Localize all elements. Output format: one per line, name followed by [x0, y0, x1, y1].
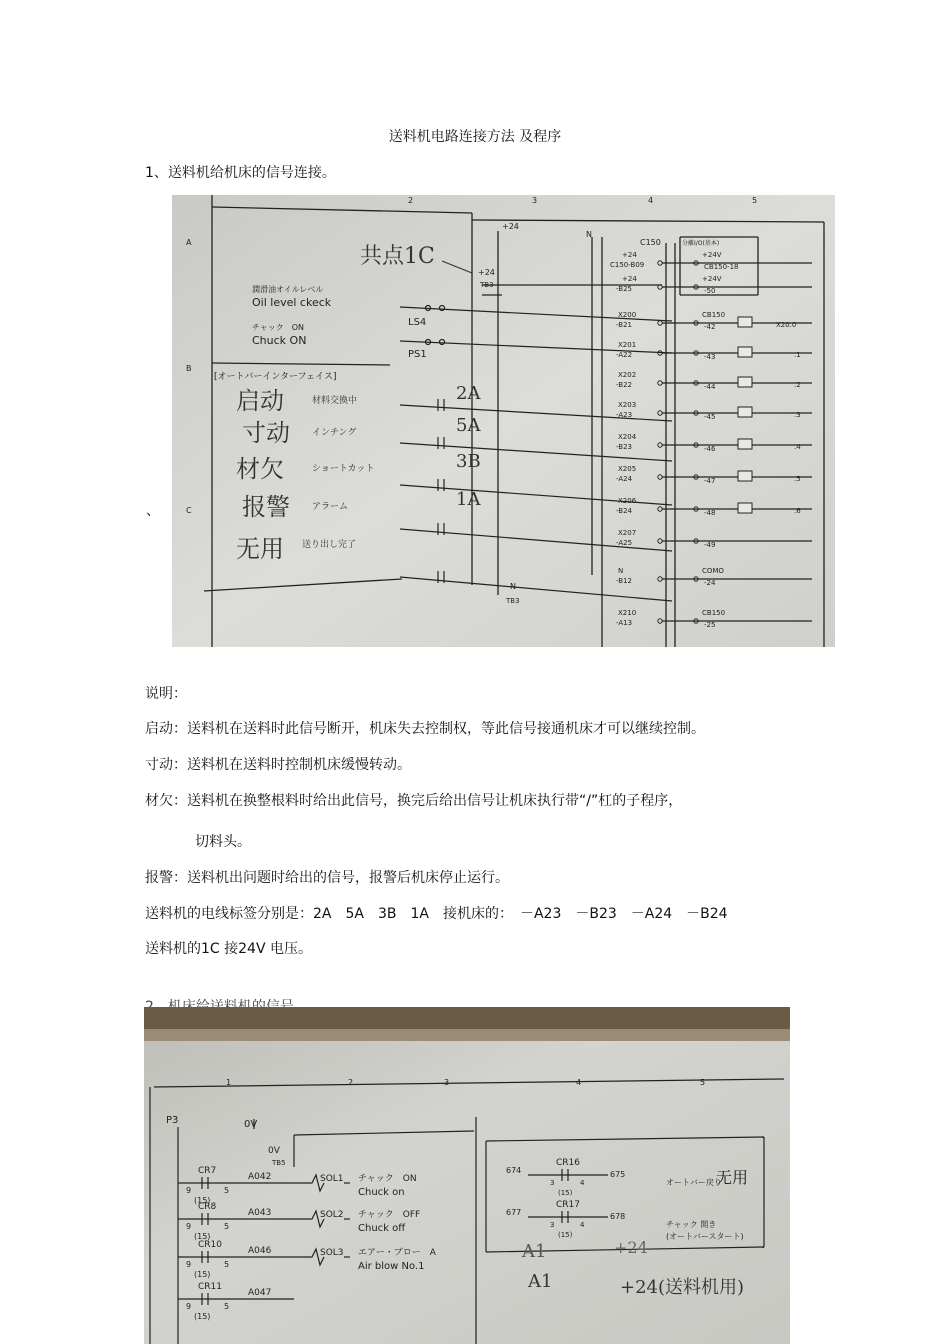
terminal-name: X203	[618, 401, 637, 409]
terminal-pin: -A13	[616, 619, 633, 627]
ls4-label: LS4	[408, 317, 427, 328]
input-address: .2	[794, 381, 801, 389]
terminal-number: 677	[506, 1208, 522, 1217]
terminal-pin: -50	[704, 287, 716, 295]
terminal-number: 675	[610, 1170, 626, 1179]
p3-label: P3	[166, 1115, 179, 1126]
wire-label: 3B	[456, 451, 481, 472]
ov-label: 0V	[244, 1119, 258, 1130]
relay-pin: 3	[550, 1221, 555, 1229]
solenoid-jp-label: チャック OFF	[358, 1210, 421, 1220]
terminal-pin: -46	[704, 445, 716, 453]
relay-pin: 5	[224, 1222, 230, 1231]
terminal-pin: -B12	[616, 577, 632, 585]
relay-pin: (15)	[194, 1196, 211, 1205]
supply-n: N	[586, 230, 592, 239]
terminal-name: X200	[618, 311, 637, 319]
terminal-name: +24	[622, 275, 637, 283]
relay-pin: 5	[224, 1260, 230, 1269]
supply-plus24: +24	[502, 222, 519, 231]
solenoid-name: SOL3	[320, 1248, 344, 1258]
row-letter: B	[186, 364, 192, 373]
note-wire-labels: 送料机的电线标签分别是：2A 5A 3B 1A 接机床的： －A23 －B23 －A24 －B24	[145, 906, 728, 922]
ov2-label: 0V	[268, 1146, 280, 1156]
relay-pin: 5	[224, 1186, 230, 1195]
oil-en: Oil level ckeck	[252, 296, 332, 309]
relay-name: CR16	[556, 1158, 580, 1168]
handwritten-signal: 材欠	[236, 455, 284, 483]
terminal-number: 674	[506, 1166, 522, 1175]
terminal-name: X204	[618, 433, 637, 441]
tb3-bottom-sub: TB3	[506, 597, 520, 605]
wire-label: A047	[248, 1288, 272, 1298]
input-coil	[738, 471, 752, 481]
note-start: 启动：送料机在送料时此信号断开，机床失去控制权，等此信号接通机床才可以继续控制。	[145, 721, 705, 737]
wire-label: 1A	[456, 489, 481, 510]
document-title: 送料机电路连接方法 及程序	[388, 129, 562, 145]
terminal-pin: -48	[704, 509, 716, 517]
terminal-pin: -B25	[616, 285, 632, 293]
terminal-name: CB150	[702, 311, 726, 319]
input-coil	[738, 407, 752, 417]
handwritten-common: 共点1C	[360, 244, 435, 269]
schematic-photo-2	[144, 1007, 790, 1344]
column-number: 4	[648, 196, 654, 205]
terminal-pin: C150-B09	[610, 261, 645, 269]
ps1-label: PS1	[408, 349, 427, 360]
relay-pin: 9	[186, 1186, 192, 1195]
solenoid-jp-label: エアー・ブロー A	[358, 1248, 436, 1258]
input-address: .3	[794, 411, 801, 419]
section1-heading: 1、送料机给机床的信号连接。	[145, 165, 336, 181]
terminal-name: +24V	[702, 275, 722, 283]
solenoid-name: SOL2	[320, 1210, 344, 1220]
column-number: 5	[700, 1078, 706, 1087]
terminal-pin: -B21	[616, 321, 632, 329]
terminal-name: CB150	[702, 609, 726, 617]
column-number: 2	[348, 1078, 354, 1087]
terminal-name: COMO	[702, 567, 724, 575]
terminal-pin: -B23	[616, 443, 632, 451]
input-coil	[738, 317, 752, 327]
terminal-name: +24	[622, 251, 637, 259]
terminal-pin: -47	[704, 477, 716, 485]
solenoid-en-label: Chuck off	[358, 1223, 406, 1234]
terminal-pin: -42	[704, 323, 716, 331]
terminal-name: +24V	[702, 251, 722, 259]
terminal-pin: -43	[704, 353, 716, 361]
handwritten-signal: 启动	[236, 387, 284, 415]
relay-pin: (15)	[194, 1270, 211, 1279]
signal-jp-label: インチング	[312, 428, 357, 438]
terminal-name: X207	[618, 529, 637, 537]
tb3-bottom: N	[510, 582, 516, 591]
terminal-pin: -24	[704, 579, 716, 587]
tb5-label: TB5	[272, 1159, 286, 1167]
terminal-pin: -B22	[616, 381, 632, 389]
tb3-top-sub: TB3	[480, 281, 494, 289]
terminal-name: N	[618, 567, 624, 575]
signal-jp-label: ショートカット	[312, 464, 375, 474]
input-address: .1	[794, 351, 801, 359]
c150-label: C150	[640, 238, 661, 247]
notes-heading: 说明：	[145, 686, 187, 702]
tb3-top: +24	[478, 268, 495, 277]
solenoid-name: SOL1	[320, 1174, 344, 1184]
terminal-name: X201	[618, 341, 637, 349]
relay-pin: 9	[186, 1260, 192, 1269]
terminal-pin: -A24	[616, 475, 633, 483]
input-address: .5	[794, 475, 801, 483]
note-1c-voltage: 送料机的1C 接24V 电压。	[145, 941, 312, 957]
signal-jp-label: 材料交換中	[312, 396, 358, 406]
input-coil	[738, 439, 752, 449]
terminal-name: X206	[618, 497, 637, 505]
hand-24-faint: +24	[614, 1238, 648, 1257]
wire-label: 5A	[456, 415, 481, 436]
terminal-name: X210	[618, 609, 637, 617]
chuck-en: Chuck ON	[252, 334, 307, 347]
relay-pin: 4	[580, 1179, 585, 1187]
terminal-pin: -B24	[616, 507, 632, 515]
hand-24-note: +24(送料机用)	[620, 1277, 745, 1298]
schematic-photo-1	[172, 195, 835, 647]
terminal-pin: -A23	[616, 411, 633, 419]
wire-label: 2A	[456, 383, 481, 404]
terminal-number: 678	[610, 1212, 626, 1221]
input-address: .4	[794, 443, 801, 451]
input-coil	[738, 503, 752, 513]
note-material-short: 材欠：送料机在换整根料时给出此信号，换完后给出信号让机床执行带“/”杠的子程序，	[145, 793, 683, 809]
relay-name: CR11	[198, 1282, 222, 1292]
io-box-label: 分離I/O(基本)	[682, 240, 720, 247]
column-number: 3	[444, 1078, 450, 1087]
stray-mark: 、	[146, 503, 160, 519]
terminal-name: X202	[618, 371, 637, 379]
relay-pin: 9	[186, 1222, 192, 1231]
solenoid-en-label: Air blow No.1	[358, 1261, 425, 1272]
row-letter: C	[186, 506, 192, 515]
terminal-pin: -A22	[616, 351, 633, 359]
signal-jp-label: アラーム	[312, 502, 349, 512]
relay-pin: 9	[186, 1302, 192, 1311]
relay-pin: (15)	[558, 1189, 573, 1197]
terminal-pin: -44	[704, 383, 716, 391]
relay-pin: 5	[224, 1302, 230, 1311]
relay-name: CR10	[198, 1240, 222, 1250]
terminal-pin: -25	[704, 621, 716, 629]
interface-label: [オートバーインターフェイス]	[214, 372, 337, 382]
relay-pin: (15)	[194, 1312, 211, 1321]
solenoid-en-label: Chuck on	[358, 1187, 405, 1198]
terminal-name: X205	[618, 465, 637, 473]
terminal-pin: CB150-18	[704, 263, 739, 271]
note-alarm: 报警：送料机出问题时给出的信号，报警后机床停止运行。	[145, 870, 509, 886]
handwritten-signal: 寸动	[242, 419, 290, 447]
relay-pin: 3	[550, 1179, 555, 1187]
note-material-short-cont: 切料头。	[195, 834, 251, 850]
solenoid-jp-label: チャック ON	[358, 1174, 417, 1184]
input-coil	[738, 347, 752, 357]
handwritten-note: 无用	[716, 1168, 749, 1187]
relay-pin: 4	[580, 1221, 585, 1229]
handwritten-signal: 报警	[242, 493, 290, 521]
relay-name: CR8	[198, 1202, 217, 1212]
signal-jp-label: オートバー戻り	[666, 1178, 722, 1187]
signal-jp-label: (オートバースタート)	[666, 1232, 744, 1241]
hand-a1-faint: A1	[522, 1241, 547, 1262]
note-inching: 寸动：送料机在送料时控制机床缓慢转动。	[145, 757, 411, 773]
input-address: X20.0	[776, 321, 797, 329]
terminal-pin: -45	[704, 413, 716, 421]
signal-jp-label: 送り出し完了	[302, 540, 357, 550]
relay-pin: (15)	[558, 1231, 573, 1239]
row-letter: A	[186, 238, 192, 247]
wire-label: A043	[248, 1208, 272, 1218]
chuck-jp: チャック ON	[252, 323, 305, 332]
column-number: 5	[752, 196, 758, 205]
column-number: 2	[408, 196, 414, 205]
terminal-pin: -A25	[616, 539, 633, 547]
relay-name: CR7	[198, 1166, 217, 1176]
column-number: 3	[532, 196, 538, 205]
wire-label: A046	[248, 1246, 272, 1256]
handwritten-signal: 无用	[236, 535, 284, 563]
terminal-pin: -49	[704, 541, 716, 549]
column-number: 1	[226, 1078, 232, 1087]
hand-a1: A1	[528, 1271, 553, 1292]
input-coil	[738, 377, 752, 387]
oil-jp: 潤滑油オイルレベル	[252, 285, 324, 294]
column-number: 4	[576, 1078, 582, 1087]
signal-jp-label: チャック 開き	[666, 1220, 717, 1229]
relay-pin: (15)	[194, 1232, 211, 1241]
wire-label: A042	[248, 1172, 272, 1182]
input-address: .6	[794, 507, 801, 515]
relay-name: CR17	[556, 1200, 580, 1210]
